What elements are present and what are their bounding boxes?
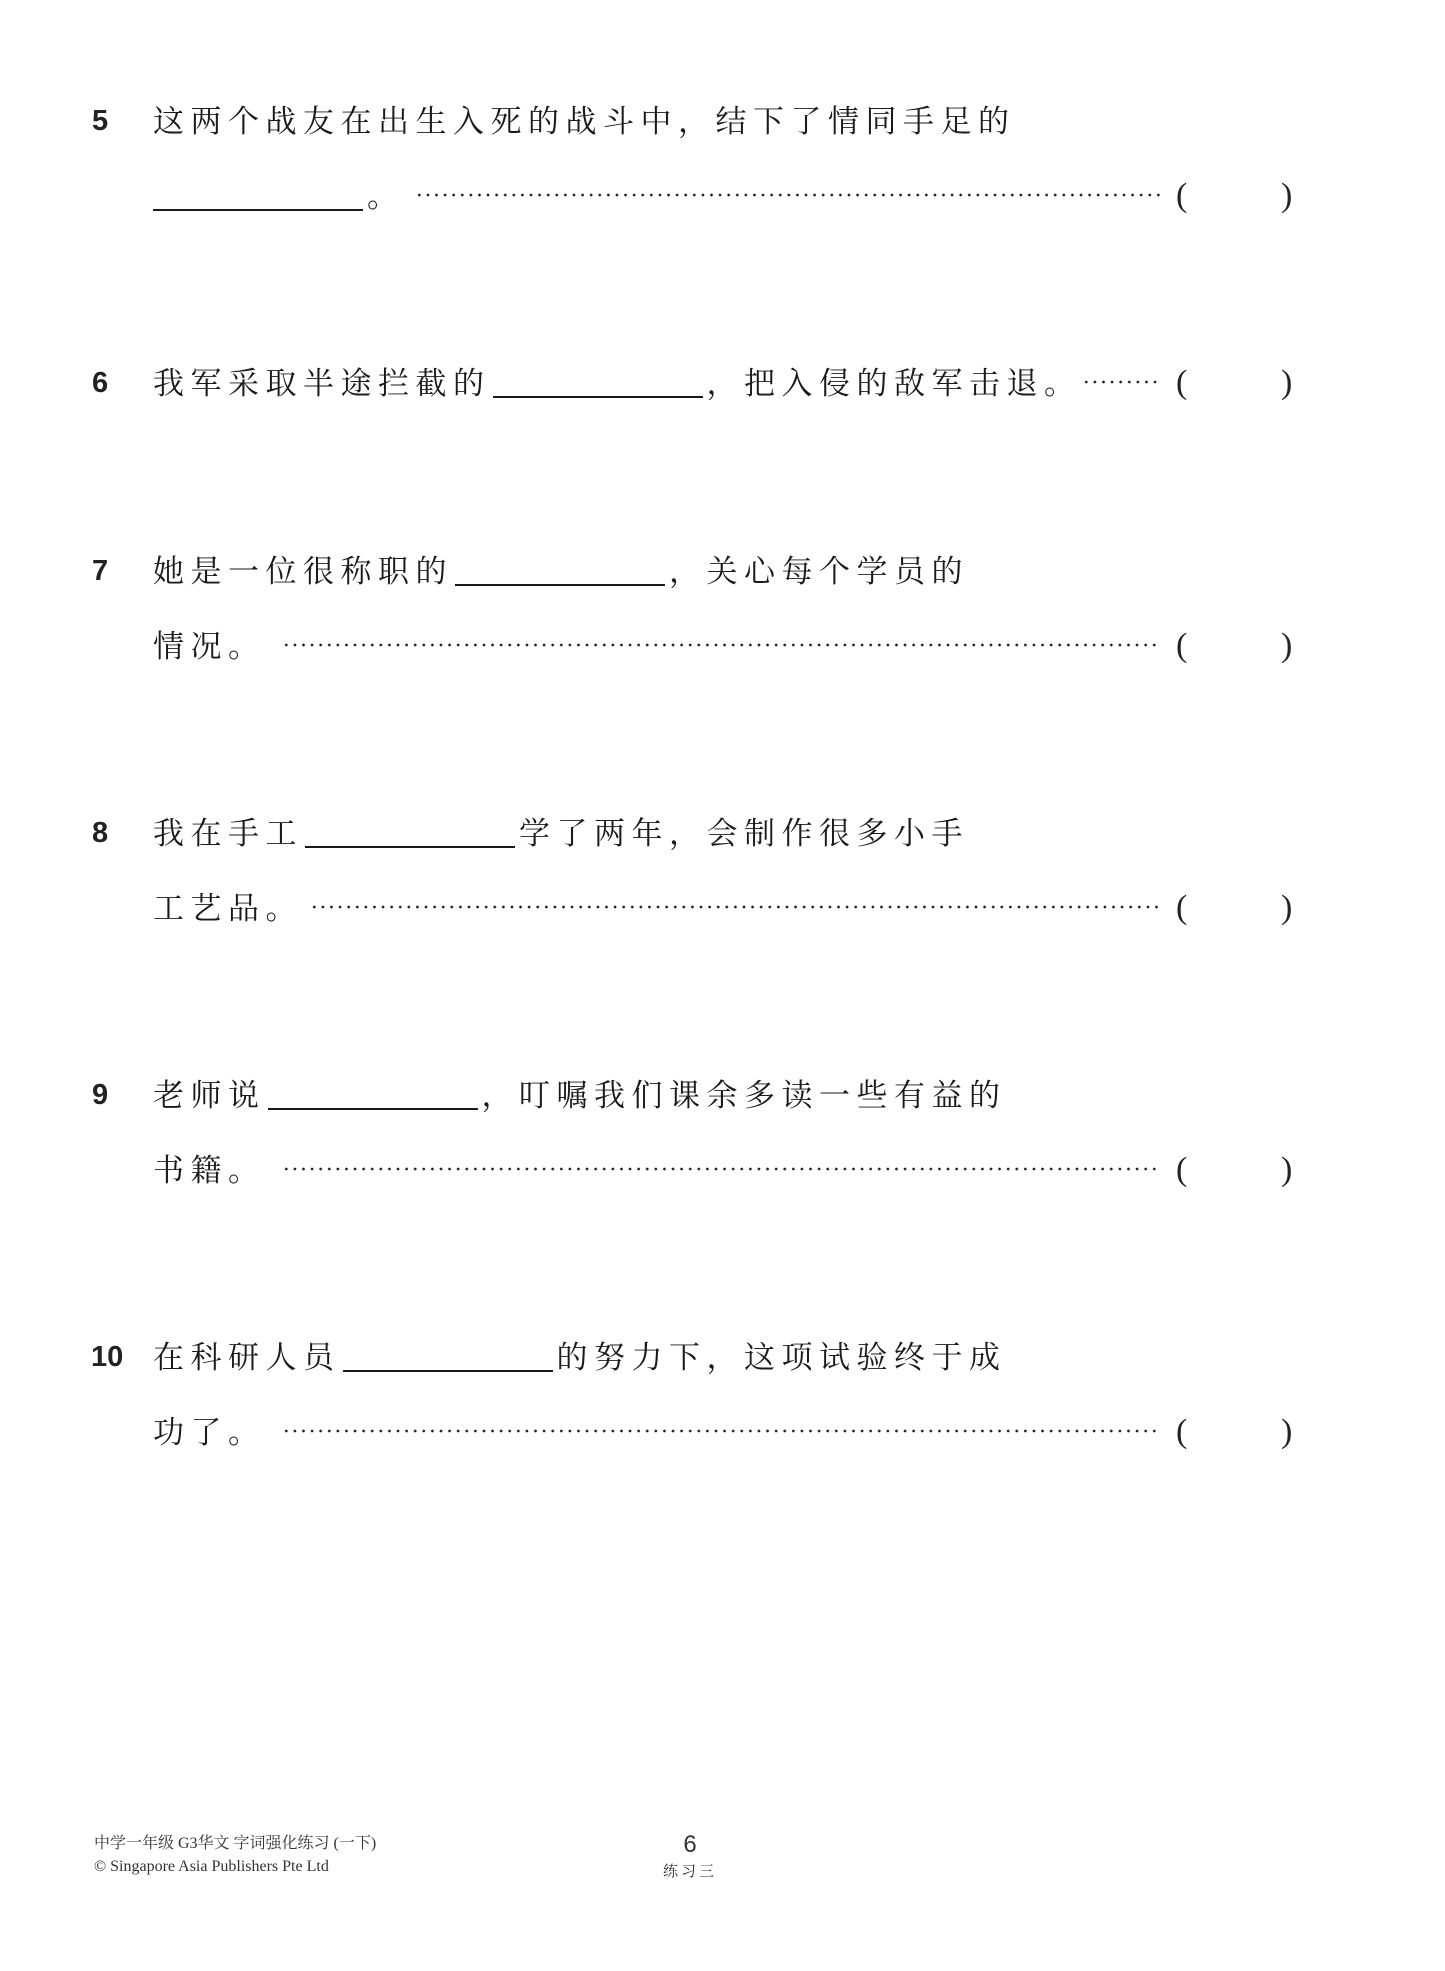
fill-in-blank[interactable]: [268, 1108, 478, 1110]
question-text-after: 的努力下，这项试验终于成: [556, 1340, 1007, 1376]
fill-in-blank[interactable]: [493, 396, 703, 398]
question-text-before: 我军采取半途拦截的: [153, 366, 491, 402]
leader-dots: [282, 1167, 1160, 1171]
question-number: 8: [92, 817, 109, 849]
leader-dots: [282, 643, 1160, 647]
answer-open-paren: (: [1176, 1413, 1188, 1450]
question-text-line2: [153, 629, 266, 665]
question-text: [153, 554, 969, 590]
leader-dots: [415, 193, 1160, 197]
answer-open-paren: (: [1176, 1151, 1188, 1188]
book-title: 中学一年级 G3华文 字词强化练习 (一下): [94, 1835, 377, 1852]
question-text-before: 工艺品。: [153, 891, 303, 927]
question-text-after: ，关心每个学员的: [669, 554, 969, 590]
answer-close-paren: ): [1281, 1151, 1293, 1188]
footer-page-info: [640, 1832, 740, 1881]
question-text-before: 在科研人员: [153, 1340, 341, 1376]
answer-open-paren: (: [1176, 177, 1188, 214]
question-text-after: 学了两年，会制作很多小手: [519, 816, 969, 852]
leader-dots: [1082, 380, 1160, 384]
question-text: [153, 1340, 1007, 1376]
question-text-before: 我在手工: [153, 816, 303, 852]
answer-box[interactable]: [1196, 625, 1286, 665]
question-text-after: 。: [367, 179, 405, 215]
question-text-before: 她是一位很称职的: [153, 554, 453, 590]
question-number: 5: [92, 105, 109, 137]
page-number: 6: [683, 1831, 697, 1858]
question-text-after: ，叮嘱我们课余多读一些有益的: [481, 1078, 1007, 1114]
question-text: [153, 104, 1016, 140]
answer-open-paren: (: [1176, 364, 1188, 401]
answer-close-paren: ): [1281, 1413, 1293, 1450]
question-number: 9: [92, 1079, 109, 1111]
leader-dots: [310, 905, 1160, 909]
answer-close-paren: ): [1281, 364, 1293, 401]
leader-dots: [282, 1429, 1160, 1433]
fill-in-blank[interactable]: [455, 584, 665, 586]
answer-box[interactable]: [1196, 1149, 1286, 1189]
fill-in-blank[interactable]: [305, 846, 515, 848]
footer-publisher-info: [94, 1832, 376, 1878]
question-text-after: ，把入侵的敌军击退。: [706, 366, 1082, 402]
question-text-before: 功了。: [153, 1415, 266, 1451]
answer-open-paren: (: [1176, 627, 1188, 664]
copyright: © Singapore Asia Publishers Pte Ltd: [94, 1858, 329, 1875]
question-text-line2: [153, 891, 303, 927]
answer-box[interactable]: [1196, 362, 1286, 402]
answer-close-paren: ): [1281, 177, 1293, 214]
question-text-before: 这两个战友在出生入死的战斗中，结下了情同手足的: [153, 104, 1016, 140]
question-number: 7: [92, 555, 109, 587]
question-number: 10: [91, 1341, 124, 1373]
question-text-line2: [153, 1153, 266, 1189]
question-text-before: 老师说: [153, 1078, 266, 1114]
question-text: [153, 366, 1082, 402]
answer-box[interactable]: [1196, 175, 1286, 215]
answer-box[interactable]: [1196, 1411, 1286, 1451]
question-number: 6: [92, 367, 109, 399]
section-label: 练习三: [662, 1862, 717, 1880]
fill-in-blank[interactable]: [343, 1370, 553, 1372]
question-text-line2: [153, 179, 405, 215]
answer-open-paren: (: [1176, 889, 1188, 926]
answer-box[interactable]: [1196, 887, 1286, 927]
fill-in-blank[interactable]: [153, 209, 363, 211]
question-text: [153, 816, 969, 852]
question-text-before: 书籍。: [153, 1153, 266, 1189]
question-text: [153, 1078, 1007, 1114]
answer-close-paren: ): [1281, 627, 1293, 664]
answer-close-paren: ): [1281, 889, 1293, 926]
question-text-line2: [153, 1415, 266, 1451]
question-text-before: 情况。: [153, 629, 266, 665]
